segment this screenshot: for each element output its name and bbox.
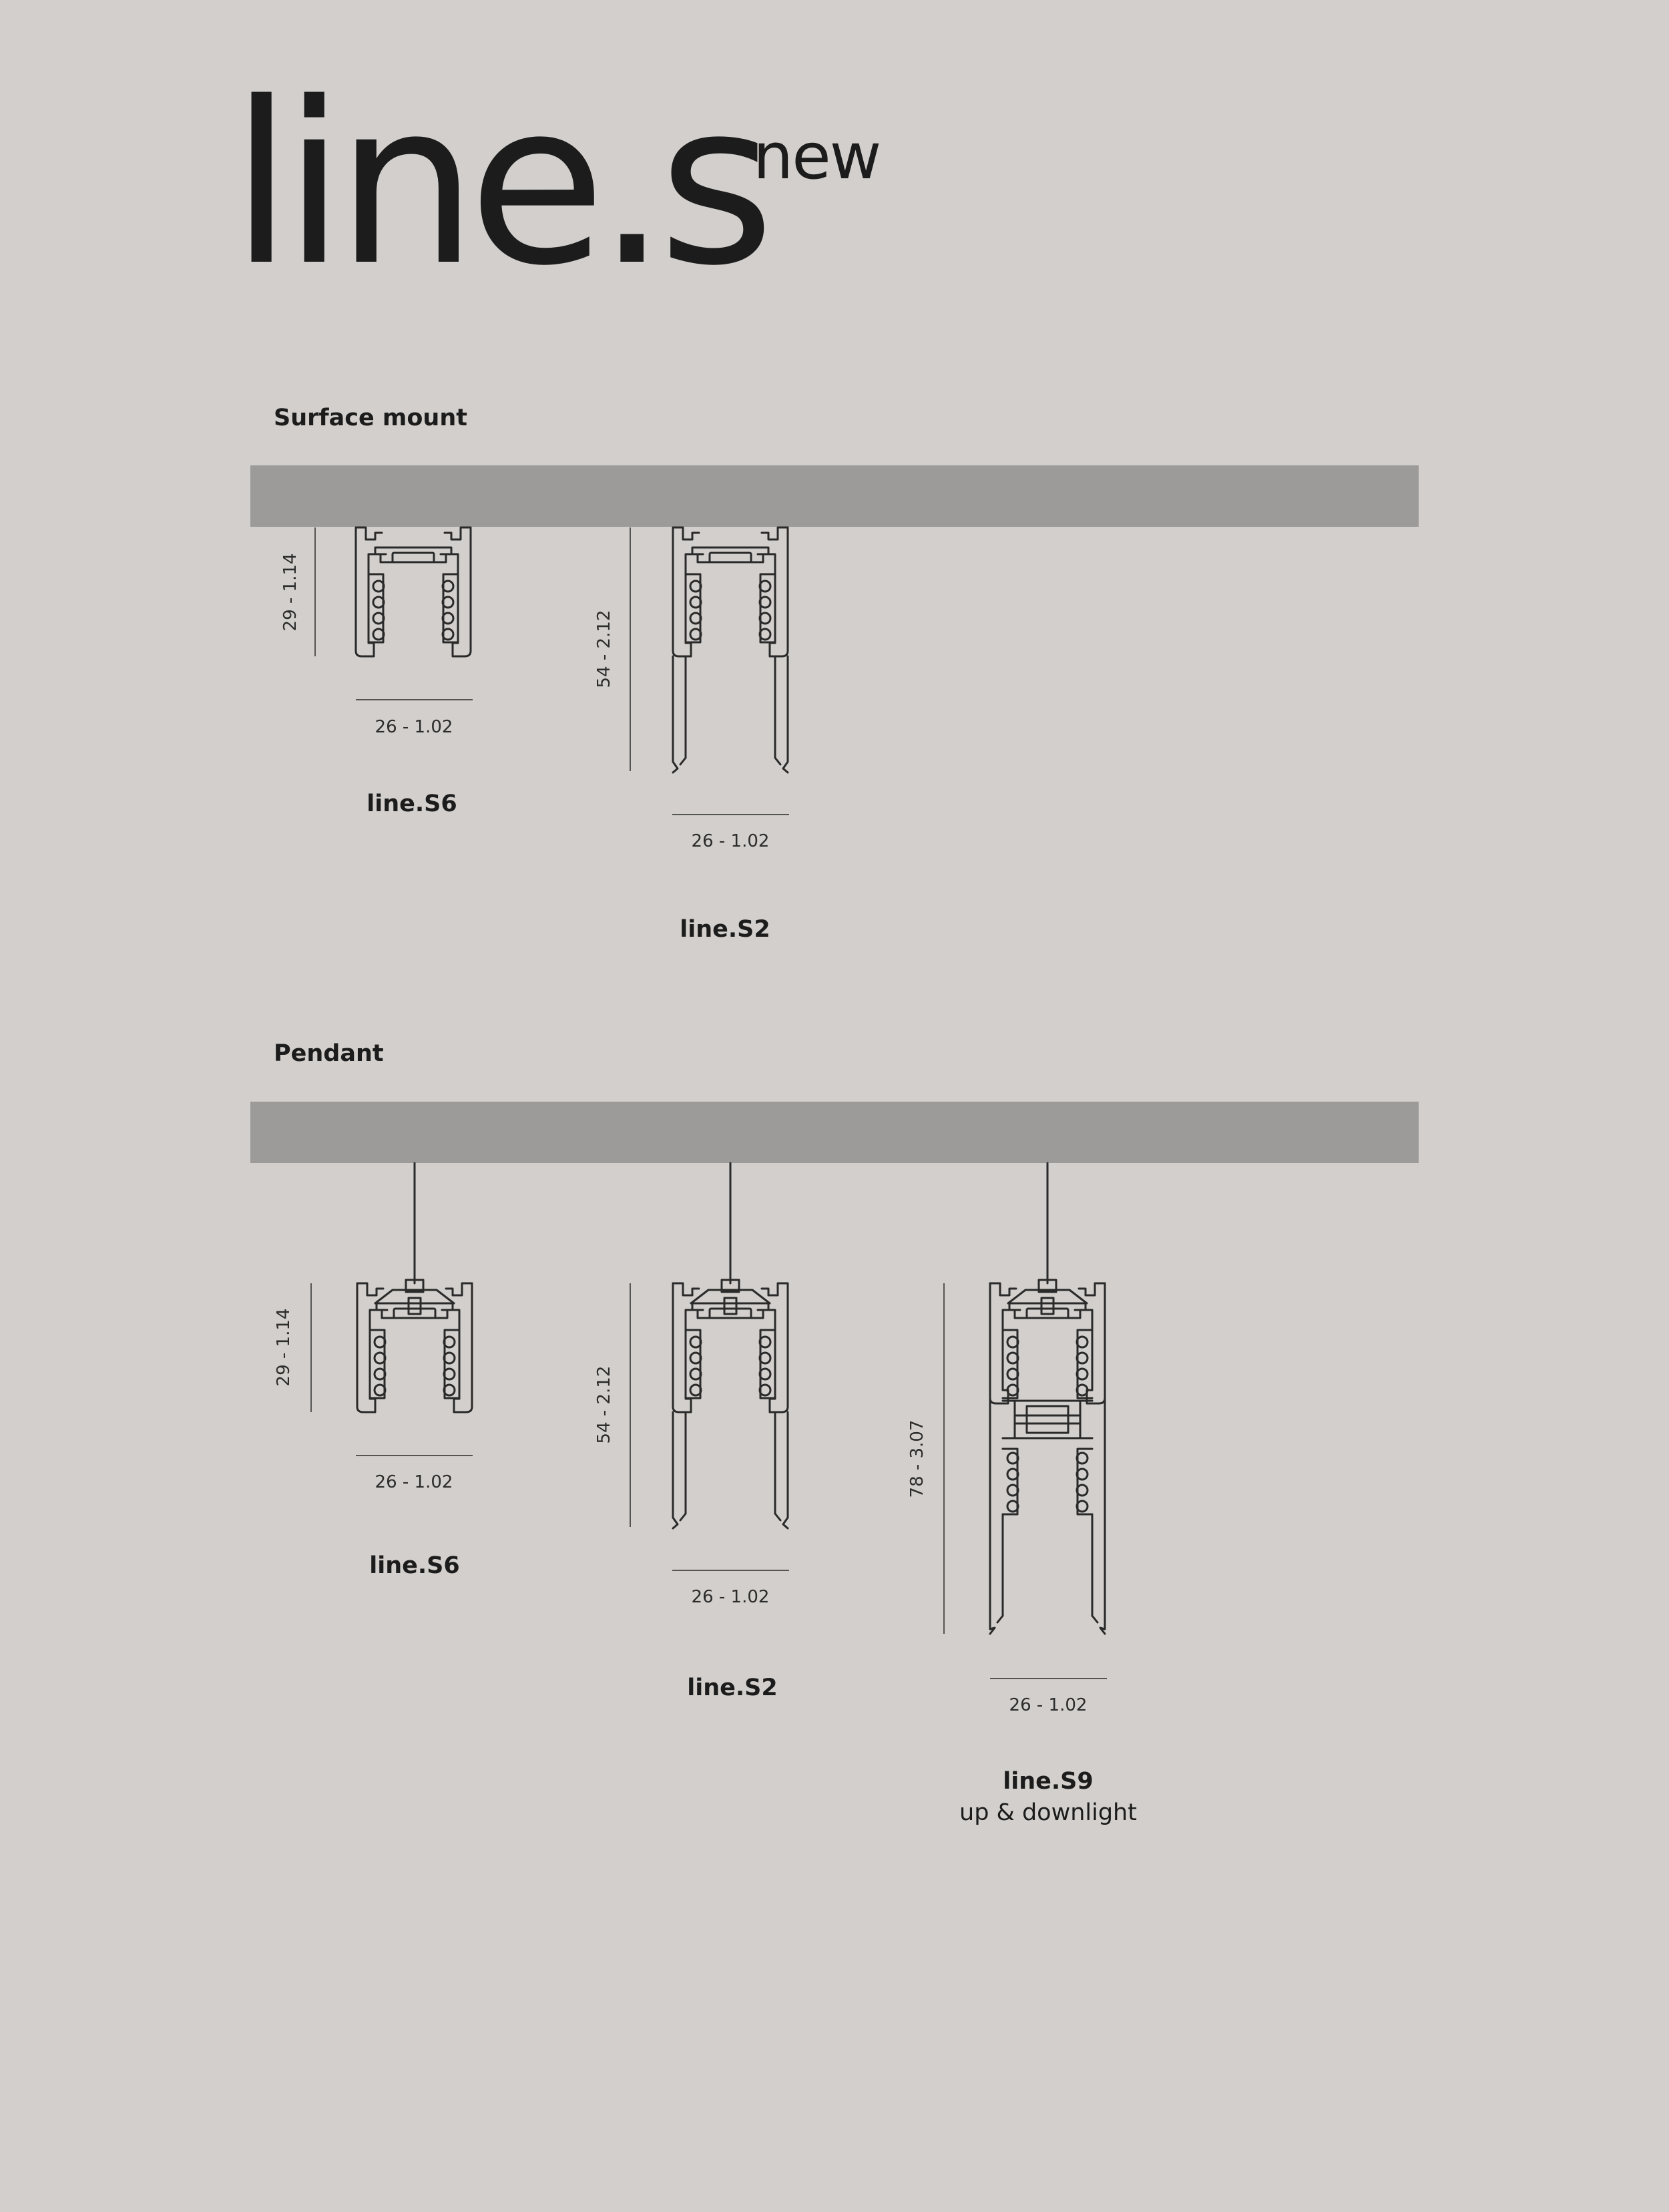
width-dimension: 26 - 1.02 xyxy=(375,717,453,737)
profile-line-s2-pendant xyxy=(673,1280,788,1528)
product-name: line.S2 xyxy=(687,1675,778,1701)
product-name: line.S6 xyxy=(367,791,457,817)
profile-line-s9-pendant xyxy=(990,1280,1105,1634)
product-subtitle: up & downlight xyxy=(959,1799,1137,1826)
height-dimension: 54 - 2.12 xyxy=(594,610,614,688)
dimension-lines xyxy=(311,527,1107,1679)
profile-line-s2-surface xyxy=(673,527,788,772)
product-name: line.S2 xyxy=(680,916,770,943)
width-dimension: 26 - 1.02 xyxy=(691,831,770,851)
width-dimension: 26 - 1.02 xyxy=(1009,1695,1088,1715)
section-label-surface-mount: Surface mount xyxy=(274,405,467,431)
product-name: line.S6 xyxy=(369,1552,460,1579)
page-title: line.s xyxy=(230,55,766,315)
width-dimension: 26 - 1.02 xyxy=(375,1472,453,1492)
height-dimension: 54 - 2.12 xyxy=(594,1365,614,1444)
width-dimension: 26 - 1.02 xyxy=(691,1587,770,1607)
new-badge: new xyxy=(753,120,881,194)
section-label-pendant: Pendant xyxy=(274,1040,384,1067)
height-dimension: 29 - 1.14 xyxy=(274,1308,294,1387)
height-dimension: 29 - 1.14 xyxy=(280,553,300,632)
height-dimension: 78 - 3.07 xyxy=(907,1419,927,1498)
profile-line-s6-pendant xyxy=(357,1280,472,1412)
profile-line-s6-surface xyxy=(356,527,471,656)
product-name: line.S9 xyxy=(1003,1768,1094,1795)
